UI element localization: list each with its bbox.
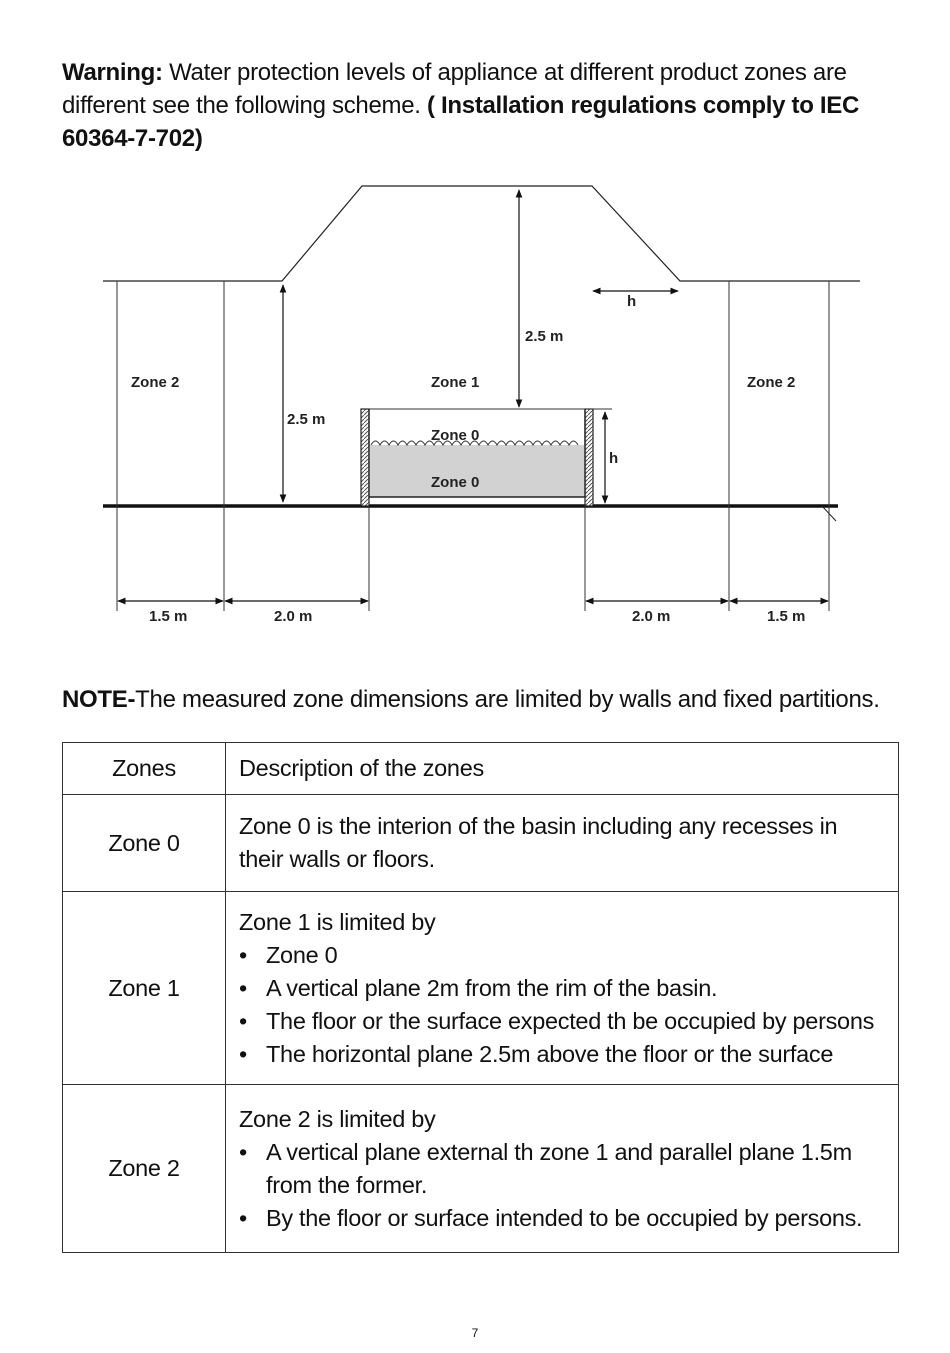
- table-row-zone0: [63, 795, 899, 892]
- list-item: • Zone 0: [239, 939, 886, 972]
- label-zone1: Zone 1: [431, 374, 480, 391]
- warning-paragraph: [62, 56, 862, 155]
- note-label: NOTE-: [62, 686, 136, 713]
- label-zone2-left: Zone 2: [131, 374, 180, 391]
- list-item: • The horizontal plane 2.5m above the floor or the surface: [239, 1038, 886, 1071]
- description-intro: Zone 1 is limited by: [239, 908, 436, 935]
- list-item: • A vertical plane 2m from the rim of the basin.: [239, 972, 886, 1005]
- table-row-zone1: [63, 892, 899, 1085]
- description-cell: [226, 1085, 899, 1253]
- header-description: Description of the zones: [226, 743, 899, 795]
- label-zone0-upper: Zone 0: [431, 427, 480, 444]
- description-cell: [226, 892, 899, 1085]
- basin-wall-right: [585, 409, 593, 506]
- zone-cell: Zone 1: [63, 892, 226, 1085]
- table-header-row: [63, 743, 899, 795]
- label-dim-right-outer: 1.5 m: [767, 608, 806, 625]
- page-number: 7: [471, 1326, 479, 1340]
- zone-cell: Zone 0: [63, 795, 226, 892]
- label-zone0-lower: Zone 0: [431, 474, 480, 491]
- label-height-left: 2.5 m: [287, 411, 326, 428]
- label-dim-right-inner: 2.0 m: [632, 608, 671, 625]
- list-item: • By the floor or surface intended to be occupied by persons.: [239, 1202, 886, 1235]
- zone-diagram: [0, 175, 950, 635]
- label-h-top: h: [627, 293, 637, 310]
- label-dim-left-inner: 2.0 m: [274, 608, 313, 625]
- label-zone2-right: Zone 2: [747, 374, 796, 391]
- basin-wall-left: [361, 409, 369, 506]
- label-height-center: 2.5 m: [525, 328, 564, 345]
- note-text: The measured zone dimensions are limited by walls and fixed partitions.: [135, 686, 880, 713]
- ceiling-outline: [103, 186, 860, 281]
- regulation-text: ( Installation regulations comply to IEC 60364-7-702): [62, 92, 860, 152]
- label-h-side: h: [609, 450, 619, 467]
- description-intro: Zone 2 is limited by: [239, 1105, 436, 1132]
- zone-cell: Zone 2: [63, 1085, 226, 1253]
- list-item: • A vertical plane external th zone 1 and parallel plane 1.5m from the former.: [239, 1136, 886, 1202]
- label-dim-left-outer: 1.5 m: [149, 608, 188, 625]
- description-intro: Zone 0 is the interion of the basin including any recesses in their walls or floors.: [239, 813, 838, 872]
- header-zones: Zones: [63, 743, 226, 795]
- note-paragraph: [62, 686, 880, 714]
- zones-table: [62, 742, 899, 1253]
- list-item: • The floor or the surface expected th be occupied by persons: [239, 1005, 886, 1038]
- warning-text: Water protection levels of appliance at different product zones are different see the following scheme.: [62, 59, 847, 119]
- description-cell: [226, 795, 899, 892]
- warning-label: Warning:: [62, 59, 163, 86]
- bullet-list: [239, 1136, 886, 1235]
- table-row-zone2: [63, 1085, 899, 1253]
- bullet-list: [239, 939, 886, 1071]
